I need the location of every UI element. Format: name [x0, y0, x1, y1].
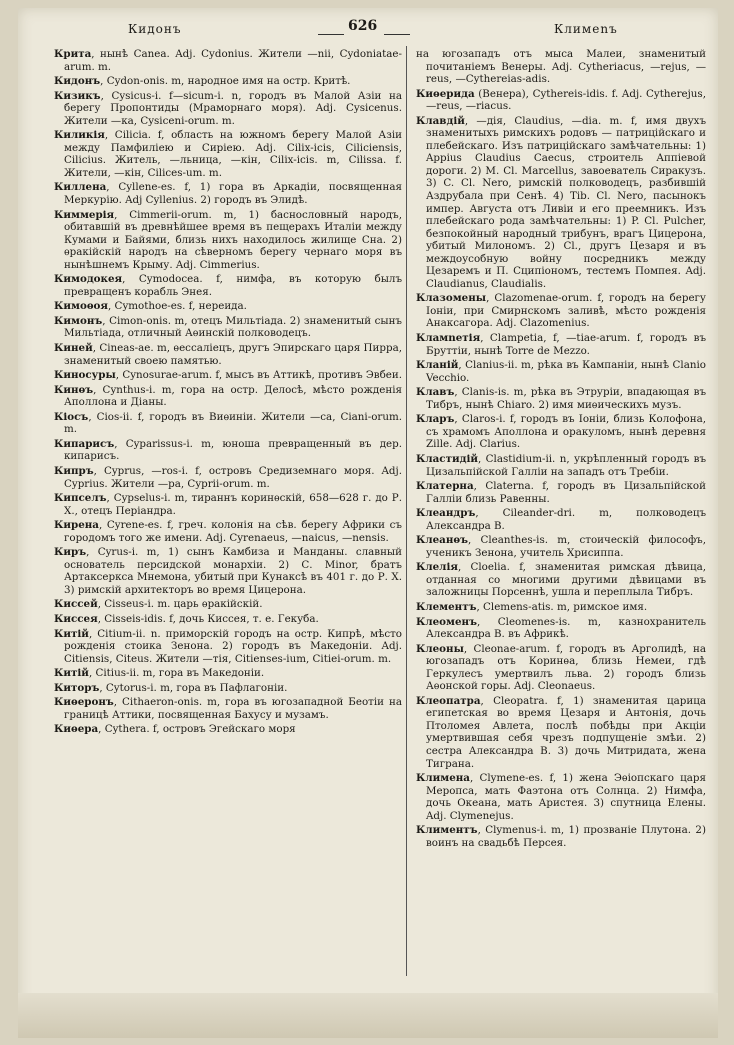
entry-definition: , Cleanthes-is. m, стоическій философъ, ученикъ Зенона, учитель Хрисиппа. — [426, 534, 706, 559]
dictionary-entry — [54, 438, 402, 463]
entry-headword: Кипръ — [54, 464, 94, 477]
entry-headword: Кимонъ — [54, 314, 103, 327]
entry-headword: Киней — [54, 342, 93, 355]
dictionary-entry — [54, 723, 402, 736]
entry-definition: , Cithaeron-onis. m, гора въ югозападной Беотіи на границѣ Аттики, посвященная Бахусу и музамъ. — [64, 696, 402, 721]
entry-definition: , Cyrene-es. f, греч. колонія на сѣв. берегу Африки съ городомъ того же имени. Adj. Cyrenaeus, —naicus, —nensis. — [64, 519, 402, 544]
dictionary-entry — [54, 682, 402, 695]
dictionary-entry — [416, 48, 706, 86]
dictionary-entry — [54, 369, 402, 382]
dictionary-entry — [54, 465, 402, 490]
entry-definition: , —дія, Claudius, —dia. m. f, имя двухъ знаменитыхъ римскихъ родовъ — патриційскаго и плебейскаго. Изъ патриційскаго замѣчательны: 1) Appius Claudius Caecus, строитель Аппіевой дороги. 2) M. Cl. Marcellus, завоеватель Сиракузъ. 3) C. Cl. Nero, римскій полководецъ, разбившій Аздрубала при Сенѣ. 4) Tib. Cl. Nero, пасынокъ импер. Августа отъ Ливіи и его преемникъ. Изъ плебейскаго рода замѣчательны: 1) P. Cl. Pulcher, безпокойный народный трибунъ, врагъ Цицерона, убитый Милономъ. 2) Cl., другъ Цезаря и въ междоусобную войну посредникъ между Цезаремъ и П. Сципіономъ, тестемъ Помпея. Adj. Claudianus, Claudialis. — [426, 114, 706, 290]
entry-definition: , Clanis-is. m, рѣка въ Этруріи, впадающая въ Тибръ, нынѣ Chiaro. 2) имя миѳическихъ музъ. — [426, 386, 706, 411]
entry-definition: , Cineas-ae. m, ѳессаліецъ, другъ Эпирскаго царя Пирра, знаменитый своею памятью. — [64, 342, 402, 367]
entry-definition: , Clampetia, f, —tiae-arum. f, городъ въ Бруттіи, нынѣ Torre de Mezzo. — [426, 332, 706, 357]
dictionary-entry — [416, 386, 706, 411]
entry-headword: Киносуры — [54, 369, 116, 382]
entry-headword: Клеанѳъ — [416, 534, 469, 547]
entry-headword: Кирена — [54, 519, 99, 532]
entry-definition: , Citius-ii. m, гора въ Македоніи. — [88, 667, 265, 680]
dictionary-entry — [416, 695, 706, 770]
dictionary-entry — [54, 696, 402, 721]
dictionary-entry — [54, 546, 402, 596]
entry-headword: Клеопатра — [416, 694, 481, 707]
entry-definition: , Clymene-es. f, 1) жена Эѳіопскаго царя Меропса, мать Фаэтона отъ Солнца. 2) Нимфа, дочь Океана, мать Аристея. 3) спутница Елены. Adj. Clymenejus. — [426, 772, 706, 822]
dictionary-entry — [416, 643, 706, 693]
right-column — [416, 48, 706, 851]
entry-definition: , Clemens-atis. m, римское имя. — [476, 600, 648, 613]
entry-headword: Киторъ — [54, 681, 100, 694]
entry-headword: Клелія — [416, 561, 458, 574]
entry-headword: Клавъ — [416, 386, 455, 399]
dictionary-entry — [54, 598, 402, 611]
entry-definition: , Cisseis-idis. f, дочь Киссея, т. е. Гекуба. — [97, 612, 319, 625]
dictionary-entry — [416, 332, 706, 357]
dictionary-entry — [416, 292, 706, 330]
entry-definition: , Cymothoe-es. f, нереида. — [108, 300, 247, 313]
dictionary-entry — [416, 115, 706, 291]
dictionary-entry — [54, 613, 402, 626]
entry-definition: , Cythera. f, островъ Эгейскаго моря — [98, 723, 296, 736]
entry-definition: (Венера), Cythereis-idis. f. Adj. Cytherejus, —reus, —riacus. — [426, 87, 706, 113]
header-rule-right — [384, 34, 410, 35]
dictionary-entry — [416, 453, 706, 478]
dictionary-entry — [416, 824, 706, 849]
dictionary-entry — [54, 129, 402, 179]
header-right-word: Климеnъ — [554, 22, 618, 36]
entry-definition: , Clanius-ii. m, рѣка въ Кампаніи, нынѣ Clanio Vecchio. — [426, 359, 706, 384]
entry-headword: Клеоменъ — [416, 615, 477, 628]
dictionary-entry — [416, 507, 706, 532]
dictionary-entry — [54, 411, 402, 436]
entry-headword: Киммерія — [54, 208, 115, 221]
dictionary-entry — [54, 181, 402, 206]
entry-definition: , Cimmerii-orum. m, 1) баснословный народъ, обитавшій въ древнѣйшее время въ пещерахъ Италіи между Кумами и Байями, близь нихъ находилось жилище Сна. 2) ѳракійскій народъ на сѣверномъ берегу чернаго моря въ нынѣшнемъ Крыму. Adj. Cimmerius. — [64, 208, 402, 271]
entry-headword: Кипарисъ — [54, 437, 115, 450]
entry-headword: Киликія — [54, 129, 105, 142]
entry-headword: Киѳерида — [416, 87, 475, 100]
page-bottom-margin — [18, 993, 718, 1038]
page-header — [18, 16, 718, 42]
dictionary-entry — [54, 75, 402, 88]
entry-headword: Кизикъ — [54, 89, 101, 102]
entry-headword: Кипселъ — [54, 492, 107, 505]
entry-definition: , Cytorus-i. m, гора въ Пафлагоніи. — [99, 681, 288, 694]
dictionary-entry — [54, 48, 402, 73]
dictionary-entry — [54, 209, 402, 272]
dictionary-entry — [54, 492, 402, 517]
entry-headword: Китій — [54, 667, 89, 680]
page-number: 626 — [348, 18, 378, 34]
entry-headword: Климентъ — [416, 824, 478, 837]
entry-definition: , Cynosurae-arum. f, мысъ въ Аттикѣ, противъ Эвбеи. — [115, 369, 403, 382]
entry-headword: Крита — [54, 48, 92, 60]
entry-definition: , Cimon-onis. m, отецъ Мильтіада. 2) знаменитый сынъ Мильтіада, отличный Аѳинскій полководецъ. — [64, 314, 402, 340]
left-column — [54, 48, 402, 738]
entry-headword: Китій — [54, 627, 89, 640]
entry-headword: Клатерна — [416, 480, 474, 493]
entry-headword: Киссей — [54, 598, 98, 611]
dictionary-entry — [416, 616, 706, 641]
entry-definition: , Cleomenes-is. m, казнохранитель Александра В. въ Африкѣ. — [426, 615, 706, 641]
entry-definition: , Claterna. f, городъ въ Цизальпійской Галліи близь Равенны. — [426, 480, 706, 505]
entry-definition: , Cyrus-i. m, 1) сынъ Камбиза и Манданы. славный основатель персидской монархіи. 2) С. Minor, братъ Артаксеркса Мнемона, убитый при Кунаксѣ въ 401 г. до Р. Х. 3) римскій архитекторъ во время Цицерона. — [64, 546, 402, 596]
entry-definition: , Cysicus-i. f—sicum-i. n, городъ въ Малой Азіи на берегу Пропонтиды (Мраморнаго моря). Adj. Cysicenus. Жители —ка, Cysiceni-orum. m. — [64, 89, 402, 127]
header-left-word: Кидонъ — [128, 22, 182, 36]
entry-definition: , Citium-ii. n. приморскій городъ на остр. Кипрѣ, мѣсто рожденія стоика Зенона. 2) городъ въ Македоніи. Adj. Citiensis, Citeus. Жители —тія, Citienses-ium, Citiei-orum. m. — [64, 627, 402, 665]
column-divider — [406, 46, 407, 976]
dictionary-entry — [54, 90, 402, 128]
dictionary-entry — [54, 628, 402, 666]
entry-definition: на югозападъ отъ мыса Малеи, знаменитый почитаніемъ Венеры. Adj. Cytheriacus, —rejus, —reus, —Cythereias-adis. — [416, 48, 706, 86]
dictionary-entry — [54, 315, 402, 340]
entry-definition: , Clazomenae-orum. f, городъ на берегу Іоніи, при Смирнскомъ заливѣ, мѣсто рожденія Анаксагора. Adj. Clazomenius. — [426, 292, 706, 330]
entry-headword: Клементъ — [416, 600, 477, 613]
entry-headword: Киллена — [54, 181, 107, 194]
dictionary-entry — [416, 561, 706, 599]
header-rule-left — [318, 34, 344, 35]
entry-definition: , Cisseus-i. m. царь ѳракійскій. — [97, 598, 263, 611]
entry-definition: , нынѣ Canea. Adj. Cydonius. Жители —nii, Cydoniatae-arum. m. — [64, 48, 402, 73]
entry-definition: , Cleopatra. f, 1) знаменитая царица египетская во время Цезаря и Антонія, дочь Птоломея Авлета, послѣ побѣды при Акціи умертвившая себя чрезъ подпущеніе змѣи. 2) сестра Александра В. 3) дочь Митридата, жена Тиграна. — [426, 694, 706, 770]
entry-definition: , Cyparissus-i. m, юноша превращенный въ дер. кипарисъ. — [64, 437, 402, 463]
dictionary-entry — [416, 601, 706, 614]
entry-headword: Кіосъ — [54, 410, 89, 423]
dictionary-entry — [54, 384, 402, 409]
entry-headword: Киръ — [54, 546, 87, 559]
entry-definition: , Claros-i. f, городъ въ Іоніи, близь Колофона, съ храмомъ Аполлона и оракуломъ, нынѣ деревня Zille. Adj. Clarius. — [426, 413, 706, 451]
entry-headword: Кларъ — [416, 413, 455, 426]
entry-definition: , Cymodocea. f, нимфа, въ которую былъ превращенъ корабль Энея. — [64, 273, 402, 298]
entry-headword: Кинѳъ — [54, 383, 94, 396]
entry-headword: Кластидій — [416, 452, 478, 465]
entry-headword: Кимодокея — [54, 273, 123, 286]
entry-headword: Клеандръ — [416, 507, 476, 520]
dictionary-entry — [54, 667, 402, 680]
dictionary-entry — [416, 359, 706, 384]
entry-headword: Киѳера — [54, 723, 99, 736]
entry-definition: , Clоelia. f, знаменитая римская дѣвица, отданная со многими другими дѣвицами въ заложницы Порсеннѣ, ушла и переплыла Тибръ. — [426, 561, 706, 599]
dictionary-entry — [54, 300, 402, 313]
dictionary-entry — [416, 88, 706, 113]
entry-definition: , Cydon-onis. m, народное имя на остр. Критѣ. — [100, 75, 351, 88]
dictionary-entry — [54, 273, 402, 298]
entry-headword: Киѳеронъ — [54, 696, 114, 709]
entry-headword: Клавдій — [416, 114, 465, 127]
entry-headword: Кламnетія — [416, 332, 481, 345]
entry-definition: , Cyprus, —ros-i. f, островъ Средиземнаго моря. Adj. Cyprius. Жители —ра, Cyprii-orum. m. — [64, 464, 402, 490]
entry-headword: Кидонъ — [54, 75, 101, 88]
entry-definition: , Cileander-dri. m, полководецъ Александра В. — [426, 507, 706, 532]
dictionary-entry — [54, 342, 402, 367]
entry-definition: , Cios-ii. f, городъ въ Виѳиніи. Жители —са, Ciani-orum. m. — [64, 410, 402, 436]
dictionary-entry — [416, 772, 706, 822]
dictionary-entry — [54, 519, 402, 544]
entry-headword: Кимоѳоя — [54, 300, 109, 313]
entry-headword: Климена — [416, 772, 470, 785]
entry-headword: Кланій — [416, 359, 459, 372]
entry-headword: Клазомены — [416, 292, 487, 305]
entry-definition: , Cypselus-i. m, тираннъ коринѳскій, 658—628 г. до Р. Х., отецъ Періандра. — [64, 492, 402, 517]
dictionary-page — [18, 8, 718, 1038]
entry-headword: Клеоны — [416, 642, 464, 655]
entry-definition: , Cyllene-es. f, 1) гора въ Аркадіи, посвященная Меркурію. Adj Cyllenius. 2) городъ въ Элидѣ. — [64, 181, 402, 207]
dictionary-entry — [416, 413, 706, 451]
entry-definition: , Cleonae-arum. f, городъ въ Арголидѣ, на югозападъ отъ Коринѳа, близь Немеи, гдѣ Геркулесъ умертвилъ льва. 2) городъ близь Аѳонской горы. Adj. Cleonaeus. — [426, 642, 706, 693]
entry-headword: Киссея — [54, 612, 98, 625]
entry-definition: , Clymenus-i. m, 1) прозваніе Плутона. 2) воинъ на свадьбѣ Персея. — [426, 824, 706, 849]
dictionary-entry — [416, 480, 706, 505]
dictionary-entry — [416, 534, 706, 559]
entry-definition: , Cynthus-i. m, гора на остр. Делосѣ, мѣсто рожденія Аполлона и Діаны. — [64, 383, 402, 409]
entry-definition: , Clastidium-ii. n, укрѣпленный городъ въ Цизальпійской Галліи на западъ отъ Требіи. — [426, 452, 706, 478]
entry-definition: , Cilicia. f, область на южномъ берегу Малой Азіи между Памфиліею и Сиріею. Adj. Cilix-icis, Ciliciensis, Cilicius. Житель, —льница, —кін, Cilix-icis. m, Cilissa. f. Жители, —кін, Cilices-um. m. — [64, 129, 402, 179]
